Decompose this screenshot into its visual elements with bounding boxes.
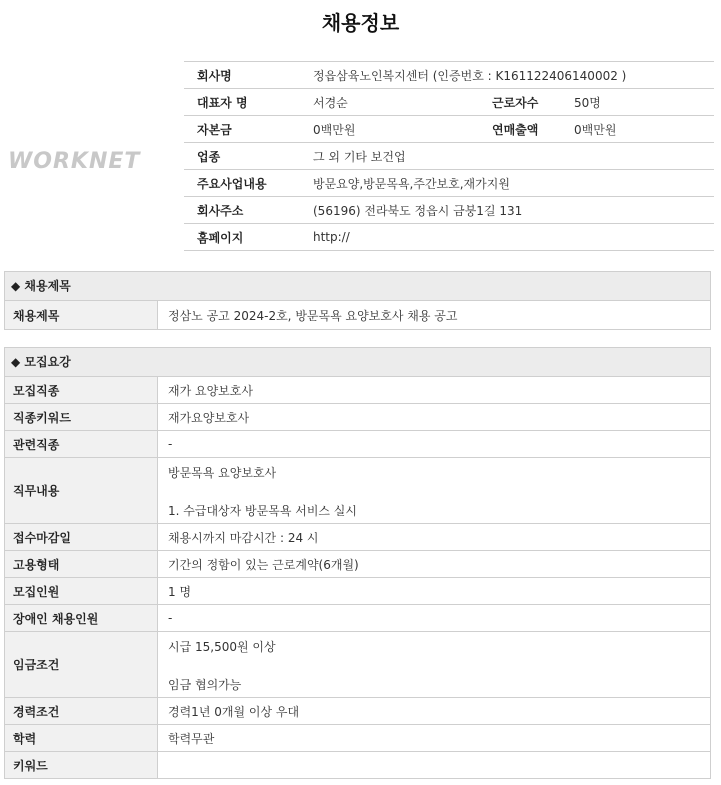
wage-value — [158, 632, 710, 697]
keywords-value — [158, 752, 710, 778]
industry-value: 그 외 기타 보건업 — [313, 149, 406, 164]
table-row — [5, 632, 710, 698]
industry-label: 업종 — [197, 149, 221, 164]
capital-value: 0백만원 — [313, 122, 356, 137]
deadline-label: 접수마감일 — [5, 524, 158, 550]
homepage-link[interactable]: http:// — [313, 230, 350, 244]
deadline-value: 채용시까지 마감시간 : 24 시 — [168, 530, 319, 545]
related-job-value: - — [168, 437, 173, 451]
page-title: 채용정보 — [321, 11, 400, 35]
job-title-row — [5, 301, 710, 330]
duties-value — [158, 458, 710, 523]
ceo-value: 서경순 — [313, 95, 348, 110]
education-value: 학력무관 — [168, 731, 215, 746]
table-row — [5, 752, 710, 779]
table-row — [5, 605, 710, 632]
duties-line-1: 방문목욕 요양보호사 — [168, 466, 277, 480]
business-row — [184, 170, 714, 197]
table-row — [5, 551, 710, 578]
table-row — [5, 404, 710, 431]
wage-line-2: 임금 협의가능 — [168, 678, 242, 692]
address-row — [184, 197, 714, 224]
disabled-hire-label: 장애인 채용인원 — [5, 605, 158, 631]
table-row — [5, 698, 710, 725]
job-keyword-value: 재가요양보호사 — [168, 410, 250, 425]
wage-line-1: 시급 15,500원 이상 — [168, 640, 276, 654]
employment-type-label: 고용형태 — [5, 551, 158, 577]
address-value: (56196) 전라북도 정읍시 금붕1길 131 — [313, 203, 523, 218]
homepage-label: 홈페이지 — [197, 230, 244, 245]
job-title-section — [4, 271, 711, 330]
duties-line-2: 1. 수급대상자 방문목욕 서비스 실시 — [168, 504, 357, 518]
capital-row — [184, 116, 714, 143]
table-row — [5, 377, 710, 404]
business-value: 방문요양,방문목욕,주간보호,재가지원 — [313, 176, 510, 191]
ceo-label: 대표자 명 — [197, 95, 248, 110]
headcount-label: 모집인원 — [5, 578, 158, 604]
company-name-value: 정읍삼육노인복지센터 (인증번호 : K161122406140002 ) — [313, 68, 627, 83]
table-row — [5, 578, 710, 605]
headcount-value: 1 명 — [168, 584, 192, 599]
sales-label: 연매출액 — [492, 122, 539, 137]
capital-label: 자본금 — [197, 122, 232, 137]
employment-type-value: 기간의 정함이 있는 근로계약(6개월) — [168, 557, 359, 572]
wage-label: 임금조건 — [5, 632, 158, 697]
business-label: 주요사업내용 — [197, 176, 267, 191]
related-job-label: 관련직종 — [5, 431, 158, 457]
company-info-table — [184, 61, 714, 251]
workers-value: 50명 — [574, 95, 601, 110]
job-keyword-label: 직종키워드 — [5, 404, 158, 430]
sales-value: 0백만원 — [574, 122, 617, 137]
table-row — [5, 458, 710, 524]
section-header-job-title: ◆ 채용제목 — [5, 272, 710, 301]
logo-text: WORKNET — [8, 149, 141, 174]
disabled-hire-value: - — [168, 611, 173, 625]
homepage-row — [184, 224, 714, 251]
ceo-row — [184, 89, 714, 116]
table-row — [5, 725, 710, 752]
industry-row — [184, 143, 714, 170]
worknet-logo — [8, 148, 158, 176]
career-label: 경력조건 — [5, 698, 158, 724]
workers-label: 근로자수 — [492, 95, 539, 110]
job-title-label: 채용제목 — [5, 301, 158, 329]
job-type-value: 재가 요양보호사 — [168, 383, 253, 398]
requirements-section — [4, 347, 711, 779]
company-name-label: 회사명 — [197, 68, 232, 83]
job-type-label: 모집직종 — [5, 377, 158, 403]
duties-label: 직무내용 — [5, 458, 158, 523]
job-title-value: 정삼노 공고 2024-2호, 방문목욕 요양보호사 채용 공고 — [168, 308, 458, 323]
company-name-row — [184, 62, 714, 89]
address-label: 회사주소 — [197, 203, 244, 218]
keywords-label: 키워드 — [5, 752, 158, 778]
career-value: 경력1년 0개월 이상 우대 — [168, 704, 300, 719]
table-row — [5, 431, 710, 458]
section-header-requirements: ◆ 모집요강 — [5, 348, 710, 377]
table-row — [5, 524, 710, 551]
education-label: 학력 — [5, 725, 158, 751]
